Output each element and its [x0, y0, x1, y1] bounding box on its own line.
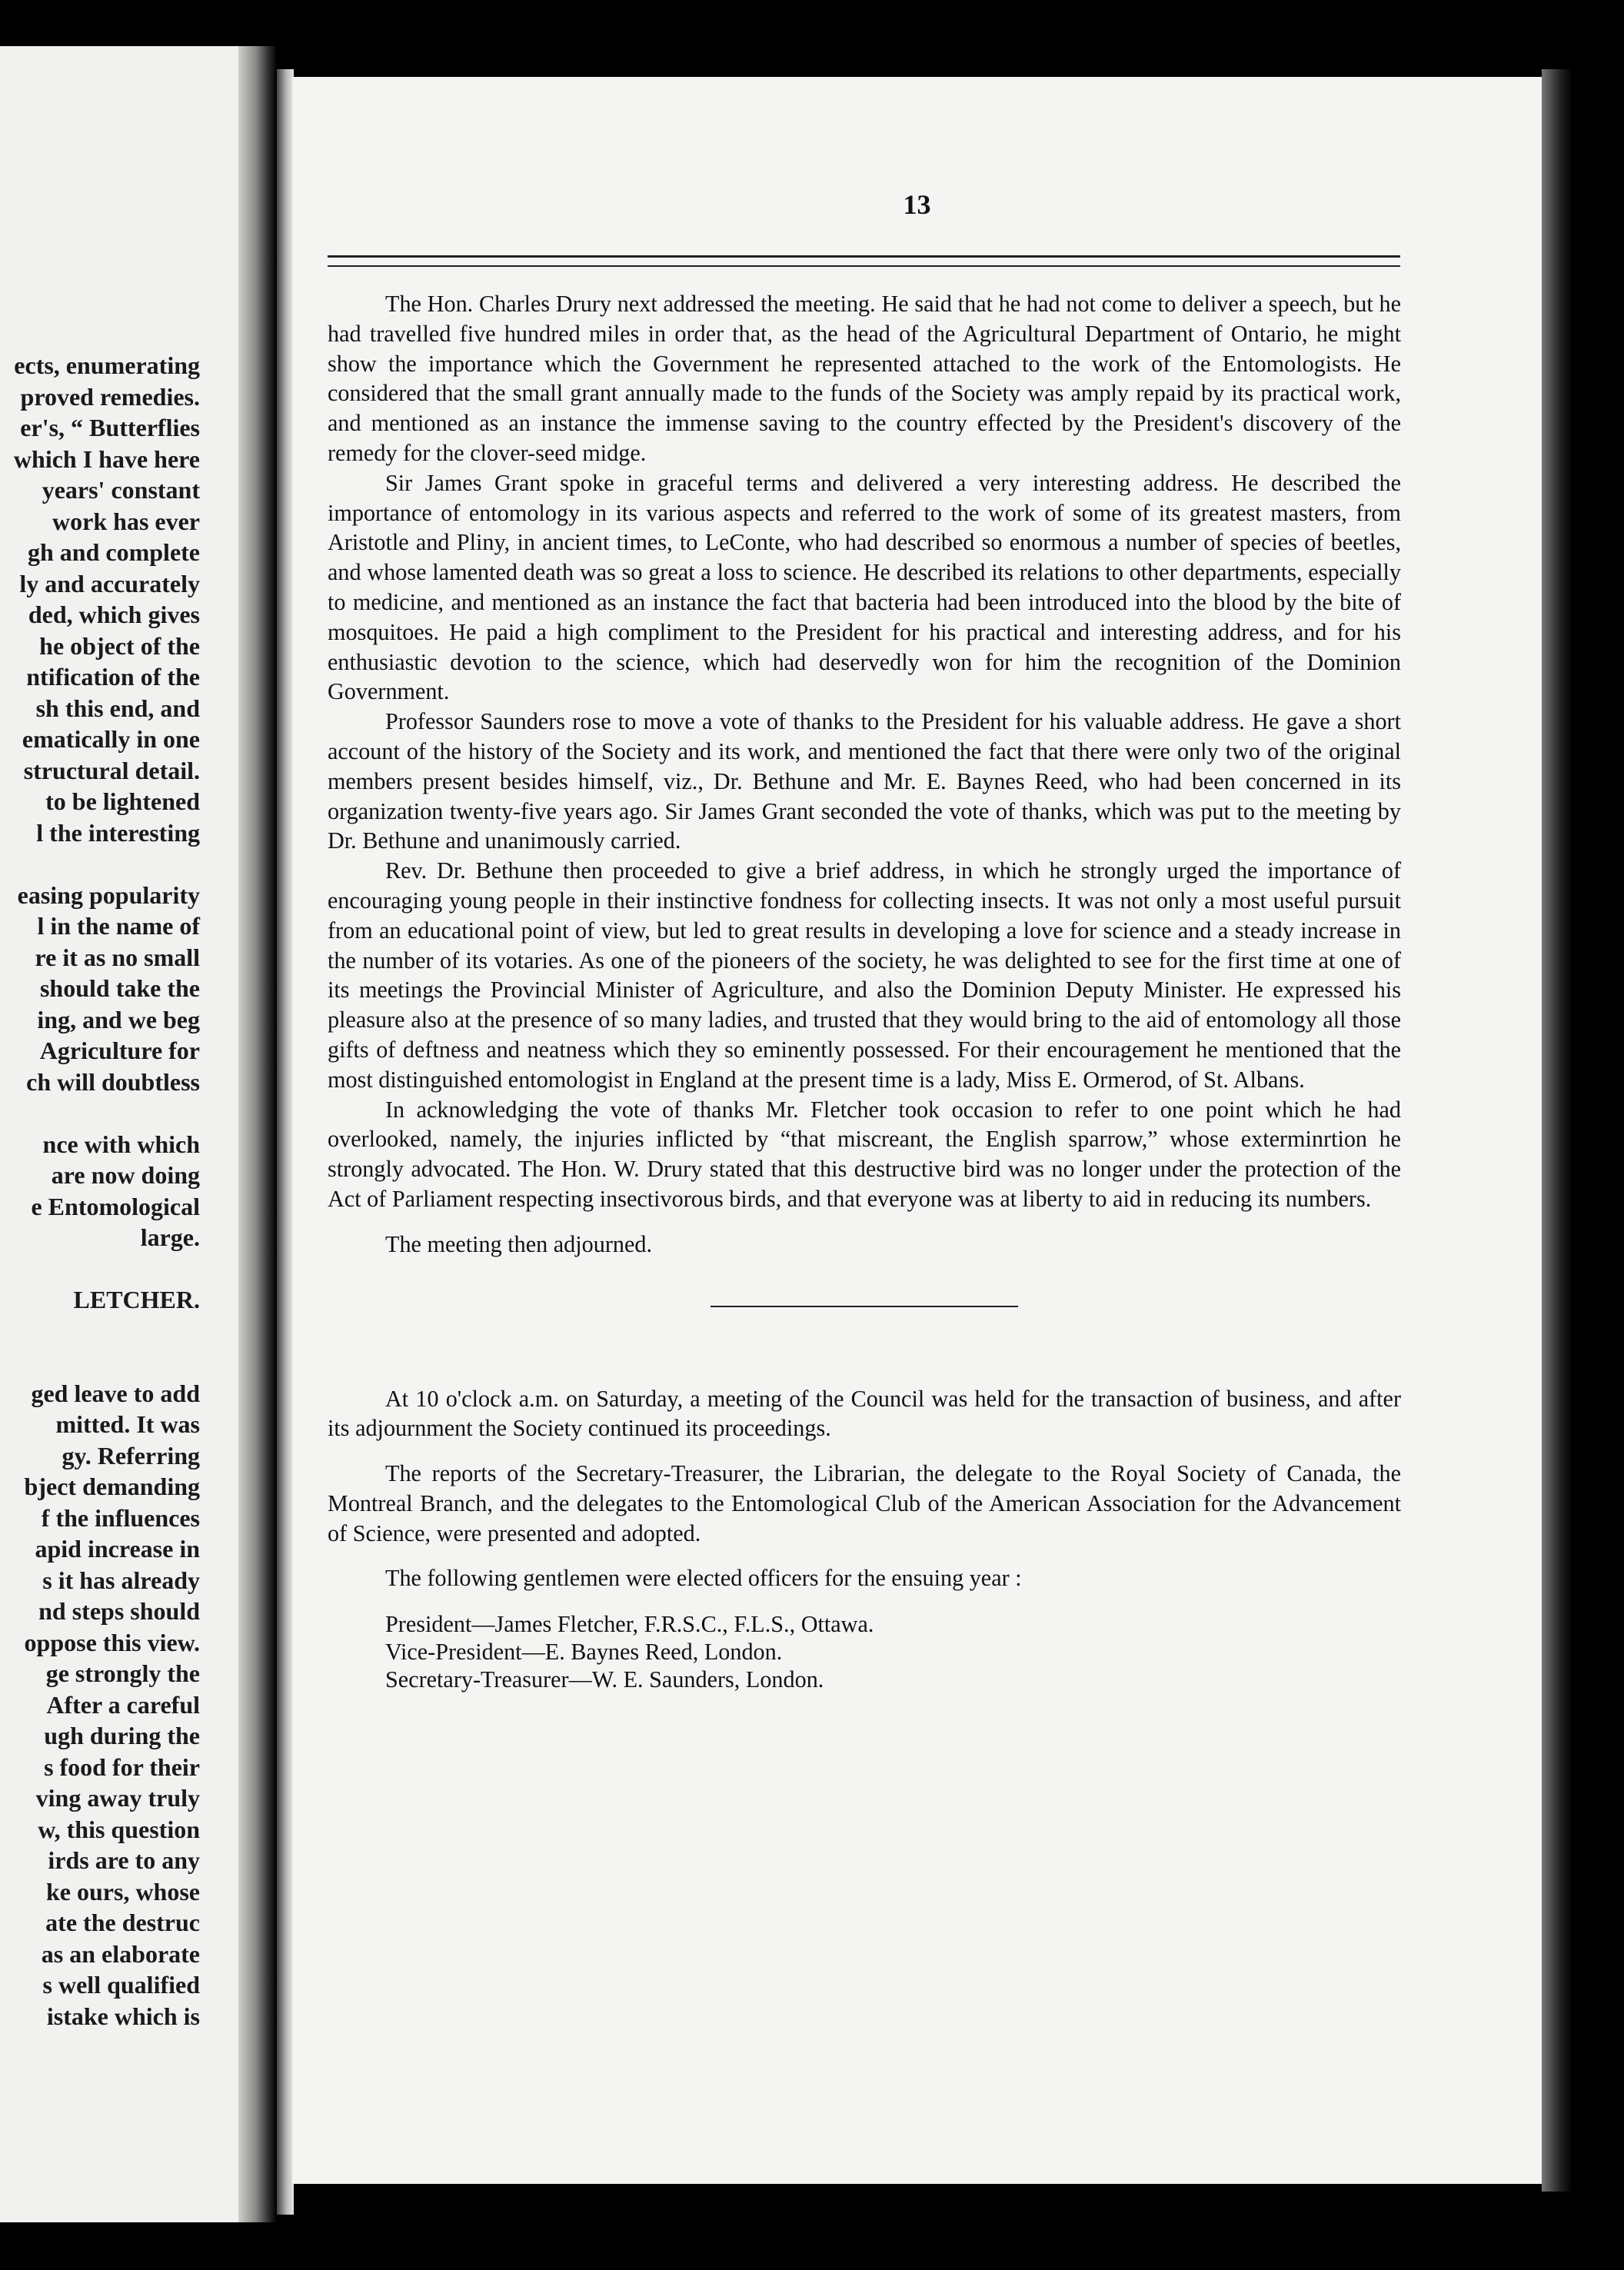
previous-page-line: ate the destruc	[45, 1909, 200, 1936]
previous-page-text	[0, 350, 200, 2032]
previous-page-line: l in the name of	[37, 912, 200, 940]
paragraph-saunders: Professor Saunders rose to move a vote of thanks to the President for his valuable address. He gave a short account of the history of the Society and its work, and mentioned the fact that there were only two of the original members present besides himself, viz., Dr. Bethune and Mr. E. Baynes Reed, who had been concerned in its organization twenty-five years ago. Sir James Grant seconded the vote of thanks, which was put to the meeting by Dr. Bethune and unanimously carried.	[328, 708, 1401, 854]
paragraph-officers-intro: The following gentlemen were elected officers for the ensuing year :	[385, 1565, 1022, 1592]
page-number: 13	[903, 189, 931, 220]
previous-page-line: which I have here	[13, 444, 200, 473]
previous-page-line: to be lightened	[45, 787, 200, 815]
previous-page-line: years' constant	[42, 476, 200, 504]
previous-page-line: gy. Referring	[62, 1441, 200, 1470]
header-rule	[328, 255, 1400, 267]
previous-page-line: ge strongly the	[45, 1659, 200, 1687]
previous-page-line	[0, 1253, 200, 1285]
paragraph-fletcher: In acknowledging the vote of thanks Mr. Fletcher took occasion to refer to one point which he had overlooked, namely, the injuries inflicted by “that miscreant, the English sparrow,” whose exterminrtion he strongly advocated. The Hon. W. Drury stated that this destructive bird was no longer under the protection of the Act of Parliament respecting insectivorous birds, and that everyone was at liberty to aid in reducing its numbers.	[328, 1096, 1401, 1212]
previous-page-line: should take the	[39, 974, 200, 1002]
previous-page-line: ntification of the	[26, 663, 200, 691]
previous-page-line: easing popularity	[17, 880, 200, 909]
section-divider	[710, 1306, 1018, 1307]
page-right-edge	[1542, 69, 1572, 2192]
previous-page-line: oppose this view.	[24, 1628, 200, 1656]
previous-page-line: ing, and we beg	[37, 1005, 200, 1033]
officers-list	[328, 1610, 1401, 1693]
previous-page-line: sh this end, and	[35, 694, 200, 722]
previous-page-line	[0, 1346, 200, 1378]
paragraph-reports: The reports of the Secretary-Treasurer, the Librarian, the delegate to the Royal Society of Canada, the Montreal Branch, and the delegates to the Entomological Club of the American Association for the Advancement of Science, were presented and adopted.	[328, 1460, 1401, 1546]
previous-page-line: ch will doubtless	[26, 1067, 200, 1096]
previous-page-line: ded, which gives	[28, 601, 200, 628]
previous-page-line: istake which is	[46, 2002, 200, 2030]
previous-page-line: proved remedies.	[20, 382, 200, 411]
previous-page-line: LETCHER.	[73, 1286, 200, 1313]
officer-secretary-treasurer: Secretary-Treasurer—W. E. Saunders, London.	[385, 1666, 824, 1693]
previous-page-line	[0, 1097, 200, 1129]
previous-page-line: large.	[140, 1223, 200, 1251]
paragraph-drury: The Hon. Charles Drury next addressed the meeting. He said that he had not come to deliver a speech, but he had travelled five hundred miles in order that, as the head of the Agricultural Department of Ontario, he might show the importance which the Government he represented attached to the work of the Entomologists. He considered that the small grant annually made to the funds of the Society was amply repaid by its practical work, and mentioned as an instance the immense saving to the country effected by the President's discovery of the remedy for the clover-seed midge.	[328, 291, 1401, 466]
previous-page-line: nce with which	[42, 1130, 200, 1158]
previous-page-line	[0, 848, 200, 880]
paragraph-grant: Sir James Grant spoke in graceful terms and delivered a very interesting address. He described the importance of entomology in its various aspects and referred to the work of some of its greatest masters, from Aristotle and Pliny, in ancient times, to LeConte, who had described so enormous a number of species of beetles, and whose lamented death was so great a loss to science. He described its relations to other departments, especially to medicine, and mentioned as an instance the fact that bacteria had been introduced into the blood by the bite of mosquitoes. He paid a high compliment to the President for his practical and interesting address, and for his enthusiastic devotion to the science, which had deservedly won for him the recognition of the Dominion Government.	[328, 469, 1401, 705]
previous-page-line: er's, “ Butterflies	[20, 414, 200, 441]
previous-page-line: structural detail.	[23, 756, 200, 784]
previous-page-line: ke ours, whose	[45, 1877, 200, 1906]
previous-page-line: are now doing	[51, 1161, 200, 1189]
document-page	[292, 77, 1542, 2184]
previous-page-line: work has ever	[52, 507, 200, 535]
previous-page-line: e Entomological	[31, 1192, 200, 1220]
previous-page-line: gh and complete	[28, 538, 200, 566]
previous-page-line: ly and accurately	[19, 569, 200, 597]
previous-page-line: s well qualified	[42, 1971, 200, 1999]
previous-page-line: s food for their	[44, 1752, 200, 1781]
previous-page-line: nd steps should	[38, 1597, 200, 1625]
paragraph-council: At 10 o'clock a.m. on Saturday, a meeting of the Council was held for the transaction of business, and after its adjournment the Society continued its proceedings.	[328, 1385, 1401, 1442]
previous-page-line: ematically in one	[22, 725, 200, 753]
previous-page-line: re it as no small	[35, 943, 200, 971]
officer-vice-president: Vice-President—E. Baynes Reed, London.	[385, 1639, 783, 1666]
previous-page-line: he object of the	[39, 631, 200, 660]
previous-page-line: ving away truly	[35, 1784, 200, 1812]
previous-page-line	[0, 1316, 200, 1347]
previous-page-line: as an elaborate	[41, 1939, 200, 1968]
officer-president: President—James Fletcher, F.R.S.C., F.L.S., Ottawa.	[385, 1611, 874, 1638]
previous-page-line: l the interesting	[36, 818, 200, 847]
previous-page-line: apid increase in	[35, 1535, 200, 1563]
book-gutter	[238, 46, 277, 2222]
previous-page-line: f the influences	[41, 1503, 200, 1532]
previous-page-line: w, this question	[38, 1815, 200, 1843]
page-fold-shadow	[277, 69, 294, 2215]
previous-page-line: irds are to any	[48, 1846, 200, 1874]
previous-page-line: ects, enumerating	[14, 351, 200, 379]
previous-page-line: s it has already	[42, 1566, 200, 1594]
paragraph-bethune: Rev. Dr. Bethune then proceeded to give a brief address, in which he strongly urged the importance of encouraging young people in their instinctive fondness for collecting insects. It was not only a most useful pursuit from an educational point of view, but led to great results in developing a love for science and a steady increase in the number of its votaries. As one of the pioneers of the society, he was delighted to see for the first time at one of its meetings the Provincial Minister of Agriculture, and also the Dominion Deputy Minister. He expressed his pleasure also at the presence of so many ladies, and trusted that they would bring to the aid of entomology all those gifts of deftness and neatness which they so eminently possessed. For their encouragement he mentioned that the most distinguished entomologist in England at the present time is a lady, Miss E. Ormerod, of St. Albans.	[328, 857, 1401, 1093]
previous-page-line: ugh during the	[44, 1722, 200, 1749]
previous-page-line: mitted. It was	[55, 1410, 200, 1438]
paragraph-adjourned: The meeting then adjourned.	[385, 1230, 653, 1257]
previous-page-edge	[0, 46, 238, 2222]
previous-page-line: ged leave to add	[31, 1379, 200, 1407]
previous-page-line: After a careful	[46, 1690, 200, 1719]
page-body	[328, 289, 1401, 1693]
previous-page-line: Agriculture for	[39, 1037, 200, 1064]
previous-page-line: bject demanding	[24, 1473, 200, 1500]
